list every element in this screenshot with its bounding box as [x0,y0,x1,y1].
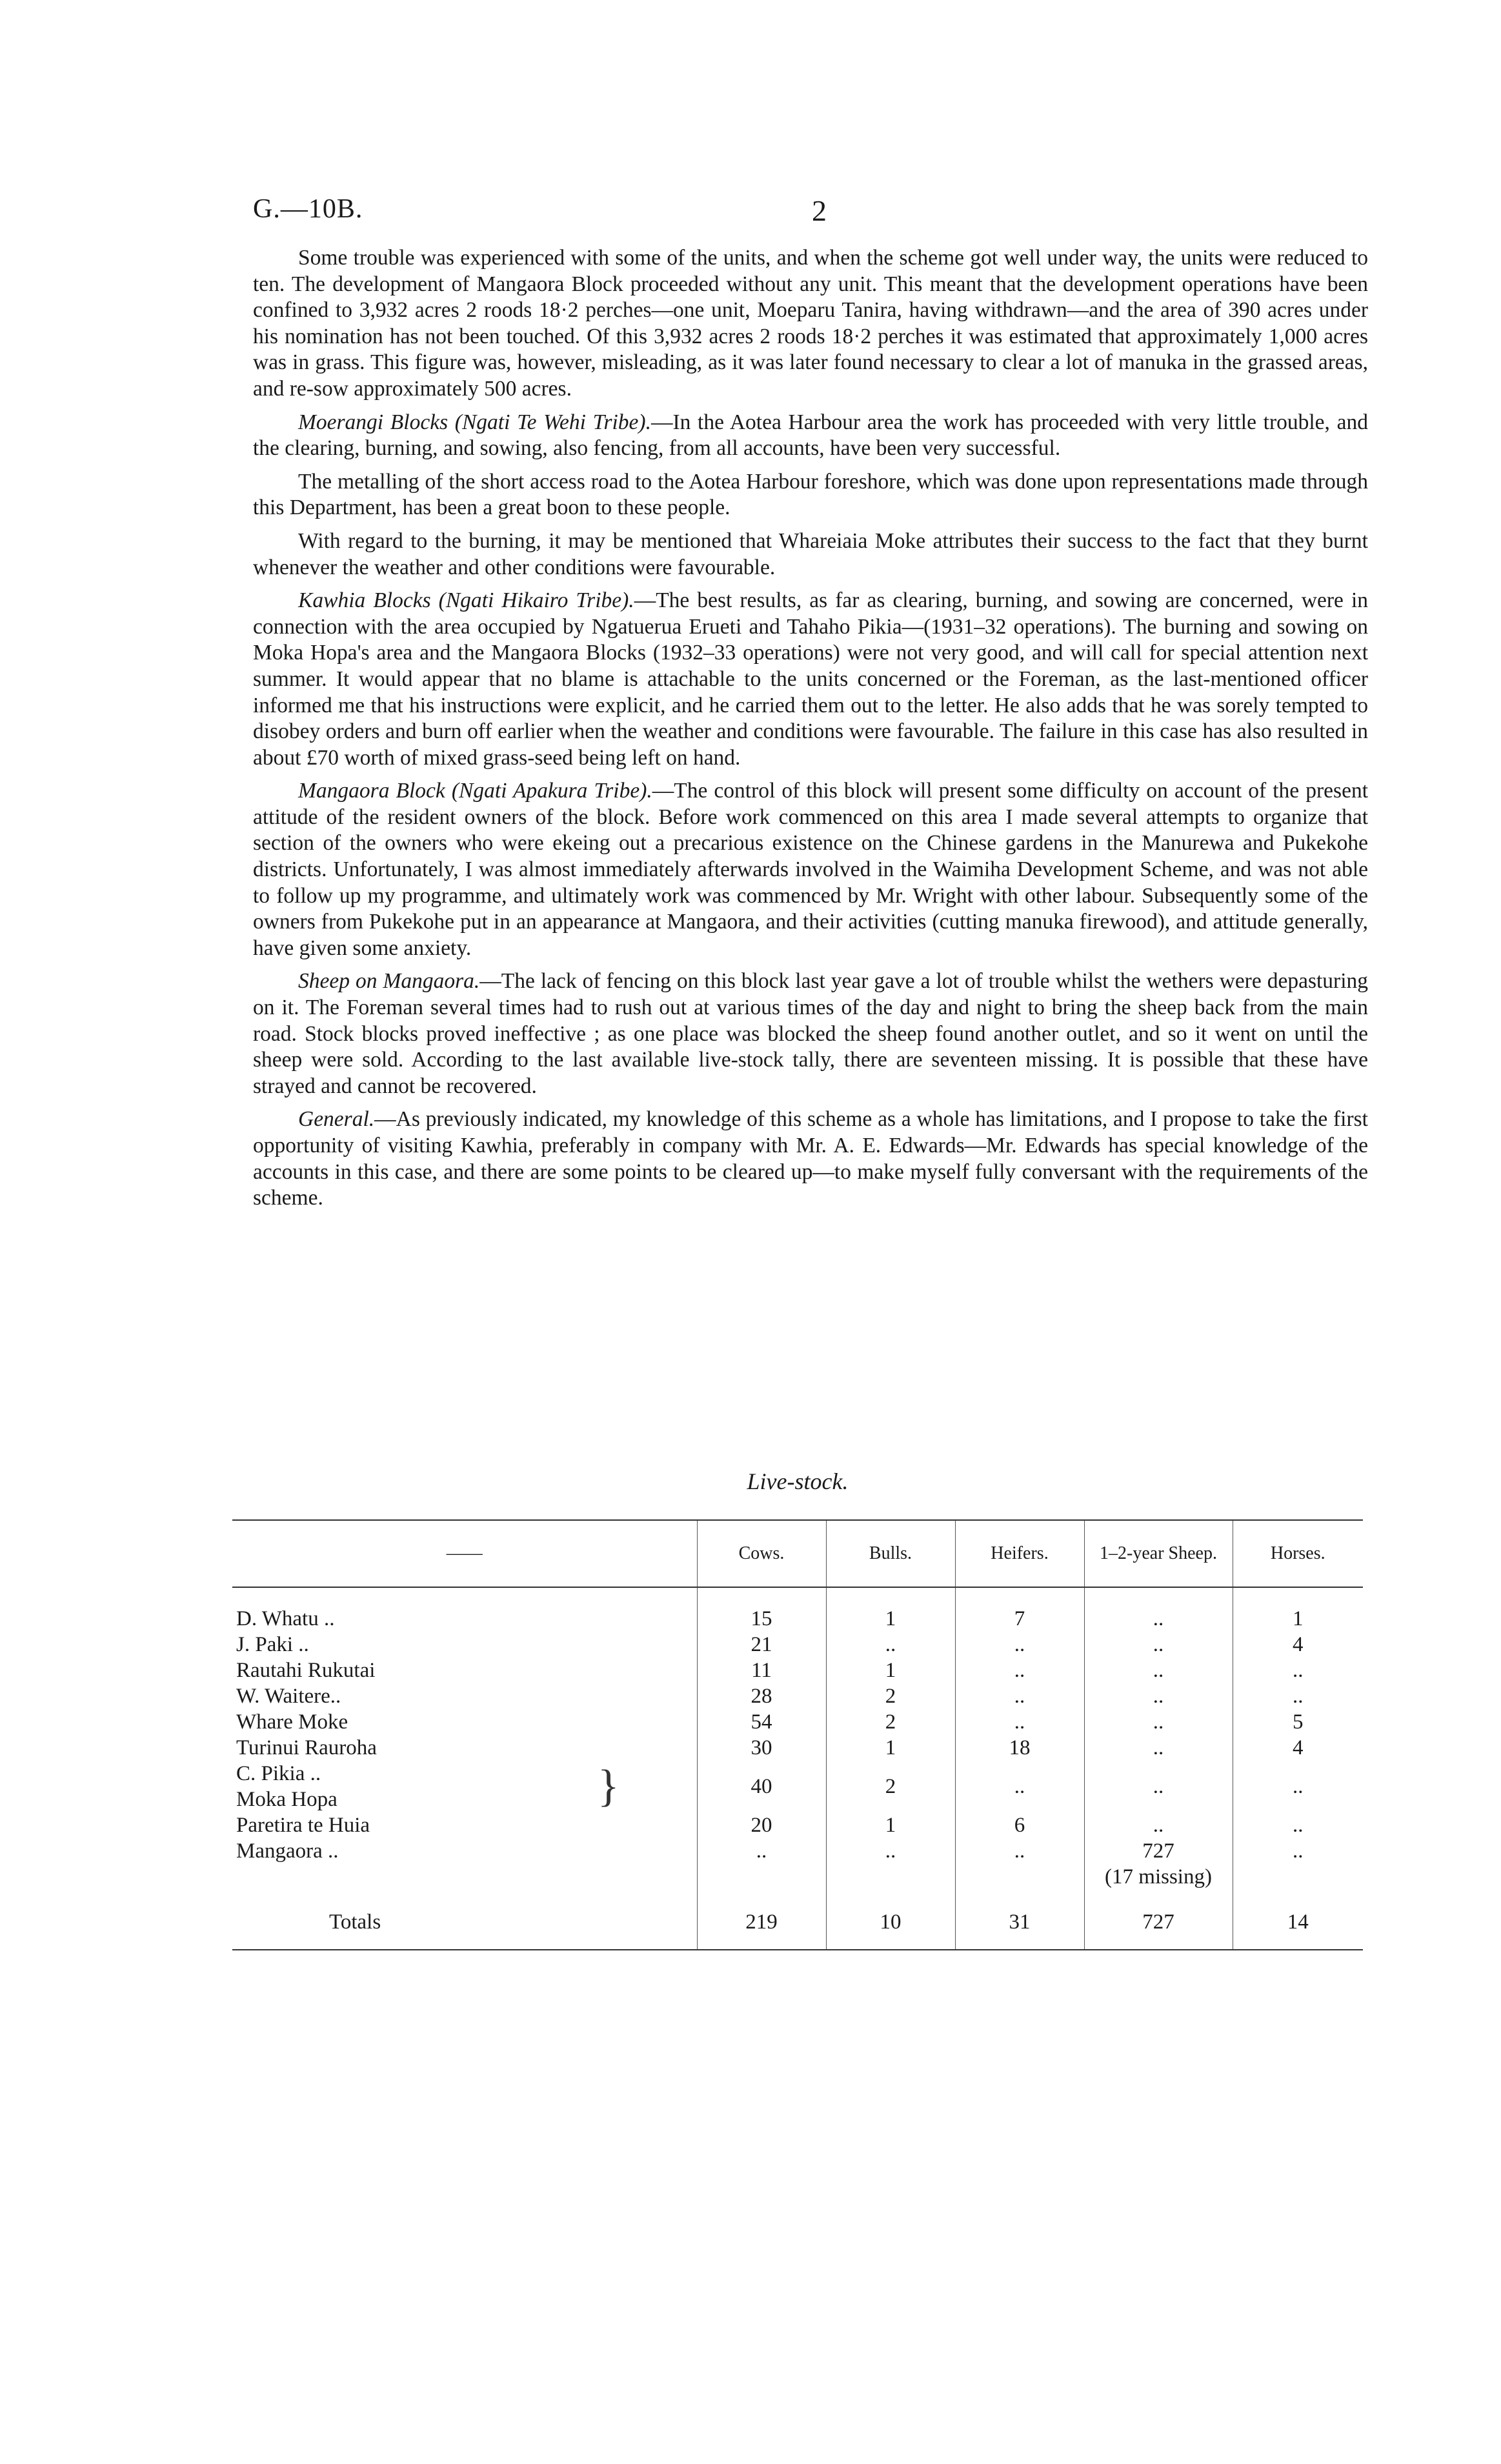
table-row [232,1735,1363,1761]
page-header [253,194,1350,239]
heifers-cell: .. [955,1761,1084,1812]
body-text [253,245,1368,1219]
bulls-cell: 1 [826,1587,955,1632]
livestock-table [232,1519,1363,1950]
sheep-cell: .. [1084,1683,1233,1709]
heifers-cell: .. [955,1632,1084,1658]
horses-cell: .. [1233,1812,1363,1838]
bulls-cell: 2 [826,1683,955,1709]
heifers-cell: 6 [955,1812,1084,1838]
bulls-cell: .. [826,1632,955,1658]
heifers-cell: .. [955,1658,1084,1683]
cows-cell: 40 [697,1761,826,1812]
paragraph-sheep-on-mangaora: Sheep on Mangaora.—The lack of fencing on this block last year gave a lot of trouble whilst the wethers were depasturing on it. The Foreman several times had to rush out at various times of the day and night to bring the sheep back from the main road. Stock blocks proved ineffective ; as one place was blocked the sheep found another outlet, and so it went on until the sheep were sold. According to the last available live-stock tally, there are seventeen missing. It is possible that these have strayed and cannot be recovered. [253,969,1368,1098]
page-number: 2 [812,194,827,227]
cows-cell: .. [697,1838,826,1890]
cows-cell: 20 [697,1812,826,1838]
paragraph: Some trouble was experienced with some of the units, and when the scheme got well under way, the units were reduced to ten. The development of Mangaora Block proceeded without any unit. This meant that the development operations have been confined to 3,932 acres 2 roods 18·2 perches—one unit, Moeparu Tanira, having withdrawn—and the area of 390 acres under his nomination has not been touched. Of this 3,932 acres 2 roods 18·2 perches it was estimated that approximately 1,000 acres was in grass. This figure was, however, misleading, as it was later found necessary to clear a lot of manuka in the grassed areas, and re-sow approximately 500 acres. [253,246,1368,401]
horses-cell: 1 [1233,1587,1363,1632]
heifers-cell: 18 [955,1735,1084,1761]
bulls-cell: .. [826,1838,955,1890]
totals-row [232,1890,1363,1950]
cows-cell: 54 [697,1709,826,1735]
paragraph-heading: Kawhia Blocks (Ngati Hikairo Tribe). [298,588,634,613]
sheep-cell: .. [1084,1812,1233,1838]
paragraph-mangaora-block: Mangaora Block (Ngati Apakura Tribe).—The control of this block will present some difficulty on account of the present attitude of the resident owners of the block. Before work commenced on this area I made several attempts to organize that section of the owners who were ekeing out a precarious existence on the Chinese gardens in the Manurewa and Pukekohe districts. Unfortunately, I was almost immediately afterwards involved in the Waimiha Development Scheme, and was not able to follow up my programme, and ultimately work was commenced by Mr. Wright with other labour. Subsequently some of the owners from Pukekohe put in an appearance at Mangaora, and their activities (cutting manuka firewood), and attitude generally, have given some anxiety. [253,779,1369,960]
totals-label: Totals [329,1910,381,1934]
table-row [232,1838,1363,1890]
bulls-cell: 1 [826,1735,955,1761]
column-header-cows: Cows. [697,1520,826,1587]
horses-cell: 4 [1233,1735,1363,1761]
sheep-note: (17 missing) [1105,1865,1212,1888]
owner-name: J. Paki .. [236,1633,309,1656]
heifers-cell: .. [955,1683,1084,1709]
cows-cell: 11 [697,1658,826,1683]
livestock-table-section [232,1468,1363,1950]
sheep-total: 727 [1084,1890,1233,1950]
horses-cell: 4 [1233,1632,1363,1658]
horses-cell: .. [1233,1838,1363,1890]
horses-cell: .. [1233,1683,1363,1709]
heifers-total: 31 [955,1890,1084,1950]
paragraph-kawhia-blocks: Kawhia Blocks (Ngati Hikairo Tribe).—The best results, as far as clearing, burning, and sowing are concerned, were in connection with the area occupied by Ngatuerua Erueti and Tahaho Pikia—(1931–32 operations). The burning and sowing on Moka Hopa's area and the Mangaora Blocks (1932–33 operations) were not very good, and will call for special attention next summer. It would appear that no blame is attachable to the units concerned or the Foreman, as the last-mentioned officer informed me that his instructions were explicit, and he carried them out to the letter. He also adds that he was sorely tempted to disobey orders and burn off earlier when the weather and conditions were favourable. The failure in this case has also resulted in about £70 worth of mixed grass-seed being left on hand. [253,588,1368,770]
table-row [232,1632,1363,1658]
owner-name: Rautahi Rukutai [236,1659,376,1682]
horses-cell: .. [1233,1658,1363,1683]
paragraph: The metalling of the short access road to the Aotea Harbour foreshore, which was done upon representations made through this Department, has been a great boon to these people. [253,469,1368,520]
cows-cell: 28 [697,1683,826,1709]
table-row [232,1587,1363,1632]
owner-name: Moka Hopa [236,1788,337,1811]
sheep-cell: .. [1084,1709,1233,1735]
paragraph-moerangi-blocks: Moerangi Blocks (Ngati Te Wehi Tribe).—In the Aotea Harbour area the work has proceeded with very little trouble, and the clearing, burning, and sowing, also fencing, from all accounts, have been very successful. [253,410,1368,461]
sheep-cell [1084,1838,1233,1890]
owner-name: C. Pikia .. [236,1762,321,1785]
sheep-cell: .. [1084,1658,1233,1683]
heifers-cell: .. [955,1709,1084,1735]
owner-name: W. Waitere.. [236,1685,341,1708]
bulls-cell: 2 [826,1761,955,1812]
paragraph-heading: Moerangi Blocks (Ngati Te Wehi Tribe). [298,410,651,434]
table-row [232,1658,1363,1683]
column-header-bulls: Bulls. [826,1520,955,1587]
heifers-cell: 7 [955,1587,1084,1632]
cows-cell: 30 [697,1735,826,1761]
paragraph-general: General.—As previously indicated, my knowledge of this scheme as a whole has limitations, and I propose to take the first opportunity of visiting Kawhia, preferably in company with Mr. A. E. Edwards—Mr. Edwards has special knowledge of the accounts in this case, and there are some points to be cleared up—to make myself fully conversant with the requirements of the scheme. [253,1107,1368,1210]
column-header-name: —— [446,1543,483,1563]
column-header-heifers: Heifers. [955,1520,1084,1587]
sheep-cell: .. [1084,1735,1233,1761]
owner-name: Paretira te Huia [236,1814,370,1837]
sheep-cell: .. [1084,1587,1233,1632]
bulls-cell: 2 [826,1709,955,1735]
cows-cell: 21 [697,1632,826,1658]
right-brace-icon: } [598,1761,620,1811]
column-header-horses: Horses. [1233,1520,1363,1587]
owner-name: D. Whatu .. [236,1607,335,1630]
horses-cell: .. [1233,1761,1363,1812]
bulls-cell: 1 [826,1812,955,1838]
paragraph: With regard to the burning, it may be mentioned that Whareiaia Moke attributes their success to the fact that they burnt whenever the weather and other conditions were favourable. [253,528,1368,579]
table-header-row [232,1520,1363,1587]
document-reference: G.—10B. [253,194,363,224]
cows-cell: 15 [697,1587,826,1632]
table-caption: Live-stock. [747,1468,849,1494]
sheep-cell: .. [1084,1761,1233,1812]
bulls-total: 10 [826,1890,955,1950]
horses-total: 14 [1233,1890,1363,1950]
paragraph-heading: Sheep on Mangaora. [298,969,480,994]
heifers-cell: .. [955,1838,1084,1890]
sheep-value: 727 [1142,1839,1174,1863]
owner-name: Whare Moke [236,1710,348,1734]
horses-cell: 5 [1233,1709,1363,1735]
table-row [232,1683,1363,1709]
column-header-sheep: 1–2-year Sheep. [1084,1520,1233,1587]
paragraph-heading: Mangaora Block (Ngati Apakura Tribe). [298,779,652,803]
bulls-cell: 1 [826,1658,955,1683]
table-row [232,1812,1363,1838]
cows-total: 219 [697,1890,826,1950]
owner-name: Mangaora .. [236,1839,339,1863]
table-row-merged [232,1761,1363,1812]
table-row [232,1709,1363,1735]
sheep-cell: .. [1084,1632,1233,1658]
owner-name: Turinui Rauroha [236,1736,377,1759]
paragraph-heading: General. [298,1107,375,1132]
